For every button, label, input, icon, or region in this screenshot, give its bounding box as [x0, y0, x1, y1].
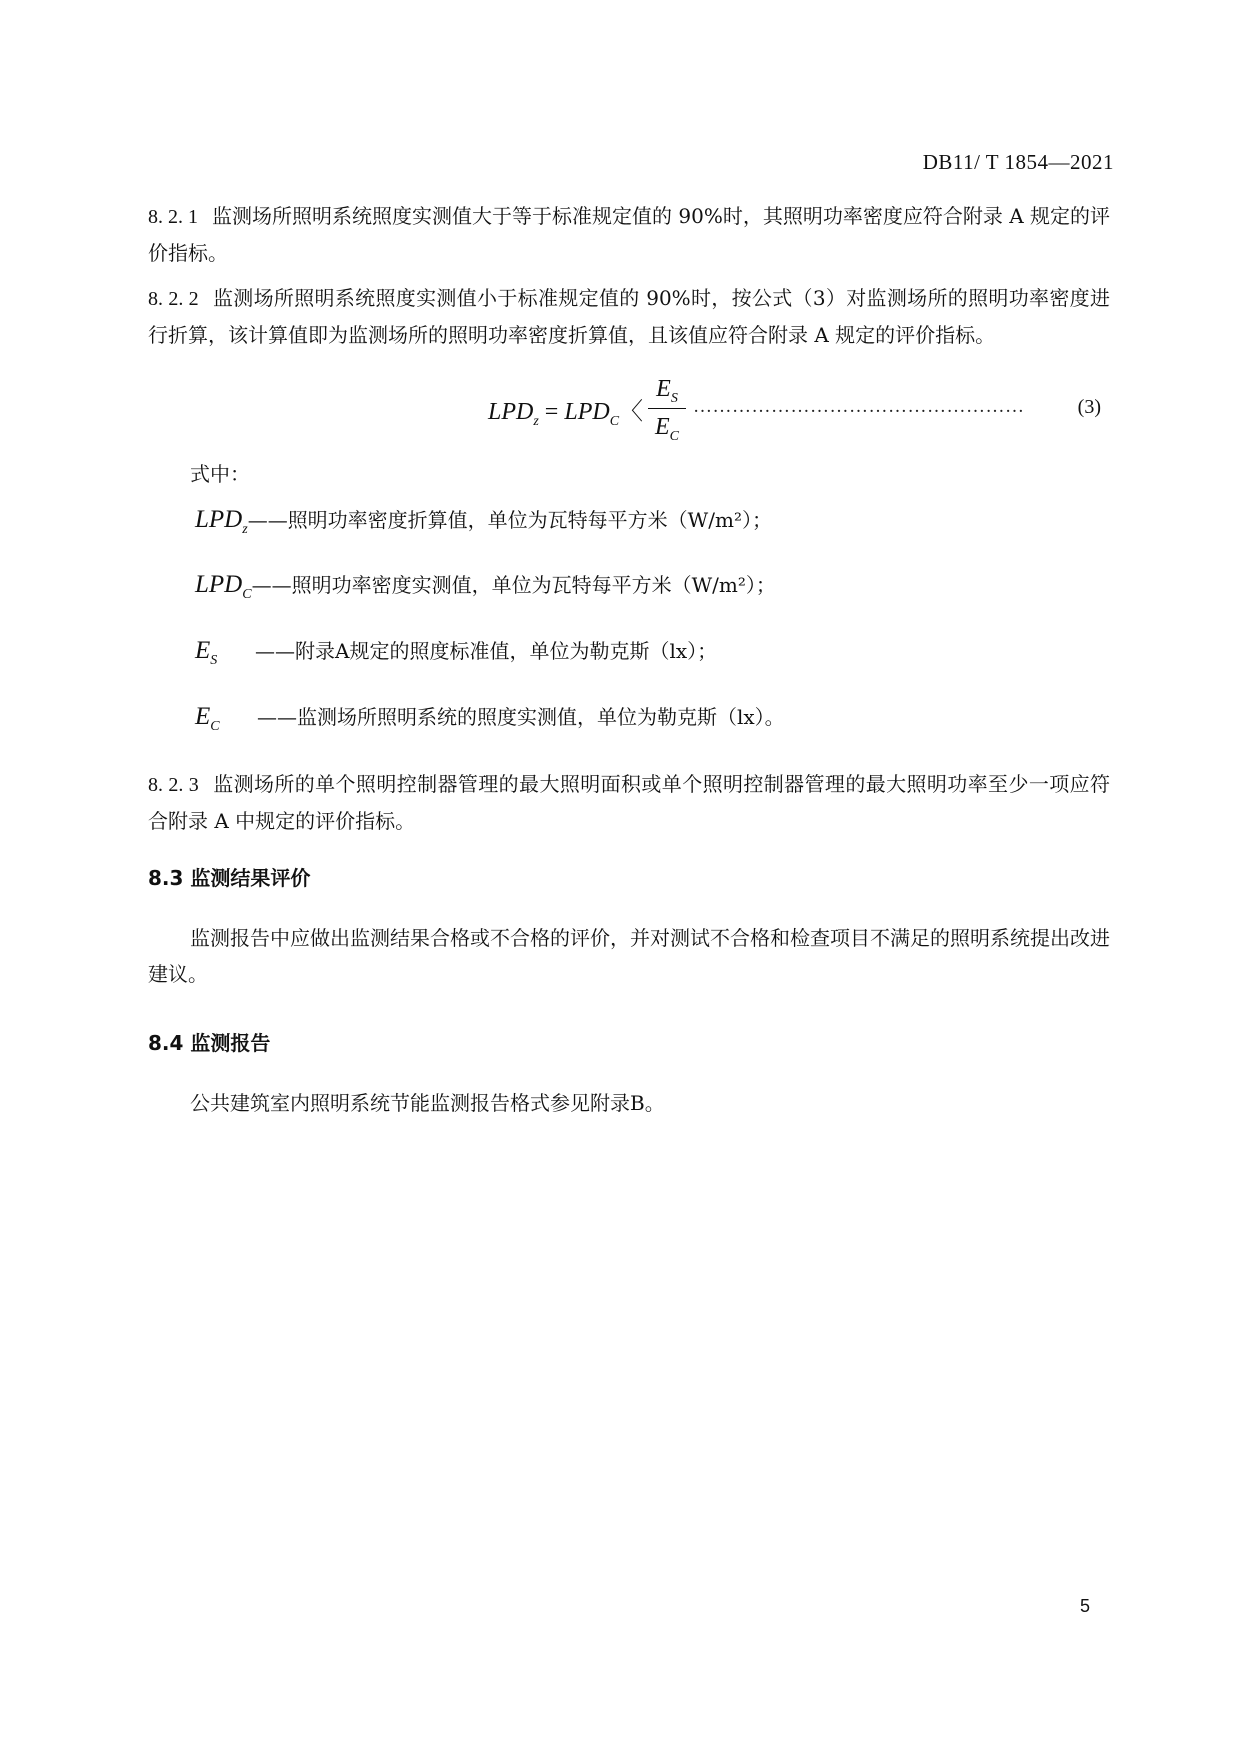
denominator-subscript: C — [669, 429, 679, 444]
variable-lpd-z — [195, 500, 772, 540]
variable-description: ——照明功率密度折算值，单位为瓦特每平方米（W/m²）； — [247, 508, 772, 532]
page-number: 5 — [1080, 1596, 1091, 1616]
section-8-3-body: 监测报告中应做出监测结果合格或不合格的评价，并对测试不合格和检查项目不满足的照明系统提出改进建议。 — [148, 926, 1110, 986]
formula-lhs: LPD — [488, 399, 534, 425]
clause-text: 监测场所的单个照明控制器管理的最大照明面积或单个照明控制器管理的最大照明功率至少一项应符合附录 A 中规定的评价指标。 — [148, 772, 1111, 833]
formula-operator: 〈 — [619, 399, 644, 425]
variable-subscript: S — [210, 653, 218, 668]
variable-description: ——照明功率密度实测值，单位为瓦特每平方米（W/m²）； — [251, 573, 776, 597]
variable-symbol: LPD — [195, 571, 243, 598]
numerator-subscript: S — [670, 391, 678, 406]
formula-rhs-subscript: C — [609, 414, 620, 429]
variable-lpd-c — [195, 565, 776, 605]
variable-subscript: C — [210, 719, 220, 734]
formula-rhs: LPD — [564, 399, 610, 425]
clause-number: 8. 2. 2 — [148, 288, 199, 310]
fraction-numerator: E — [656, 376, 671, 402]
clause-8-2-2 — [148, 280, 1110, 353]
variable-subscript: z — [242, 522, 248, 537]
variable-symbol: LPD — [195, 506, 243, 533]
document-code-header: DB11/ T 1854—2021 — [922, 150, 1114, 174]
section-heading-8-3: 8.3 监测结果评价 — [148, 866, 311, 890]
clause-number: 8. 2. 3 — [148, 774, 199, 796]
section-heading-8-4: 8.4 监测报告 — [148, 1031, 271, 1055]
variable-symbol: E — [195, 637, 211, 664]
where-label: 式中： — [190, 462, 250, 486]
formula-leader-dots: …………………………………………… — [693, 396, 1025, 417]
formula-equals: = — [544, 399, 559, 425]
variable-description: ——附录A规定的照度标准值，单位为勒克斯（lx）； — [255, 639, 718, 663]
clause-8-2-3 — [148, 766, 1110, 839]
formula-lhs-subscript: z — [533, 414, 539, 429]
formula-3 — [488, 376, 1113, 446]
clause-8-2-1 — [148, 198, 1110, 271]
clause-text: 监测场所照明系统照度实测值小于标准规定值的 90%时，按公式（3）对监测场所的照明功率密度进行折算，该计算值即为监测场所的照明功率密度折算值，且该值应符合附录 A 规定的评价指标。 — [148, 286, 1110, 347]
formula-number: (3) — [1077, 396, 1101, 418]
variable-symbol: E — [195, 703, 211, 730]
variable-e-s — [195, 631, 718, 671]
variable-description: ——监测场所照明系统的照度实测值，单位为勒克斯（lx）。 — [257, 705, 785, 729]
fraction-denominator: E — [654, 414, 670, 440]
fraction-bar — [648, 408, 686, 409]
clause-number: 8. 2. 1 — [148, 206, 199, 228]
clause-text: 监测场所照明系统照度实测值大于等于标准规定值的 90%时，其照明功率密度应符合附录 A 规定的评价指标。 — [148, 204, 1111, 265]
section-8-4-body: 公共建筑室内照明系统节能监测报告格式参见附录B。 — [190, 1091, 665, 1115]
variable-e-c — [195, 697, 785, 737]
variable-subscript: C — [242, 587, 252, 602]
